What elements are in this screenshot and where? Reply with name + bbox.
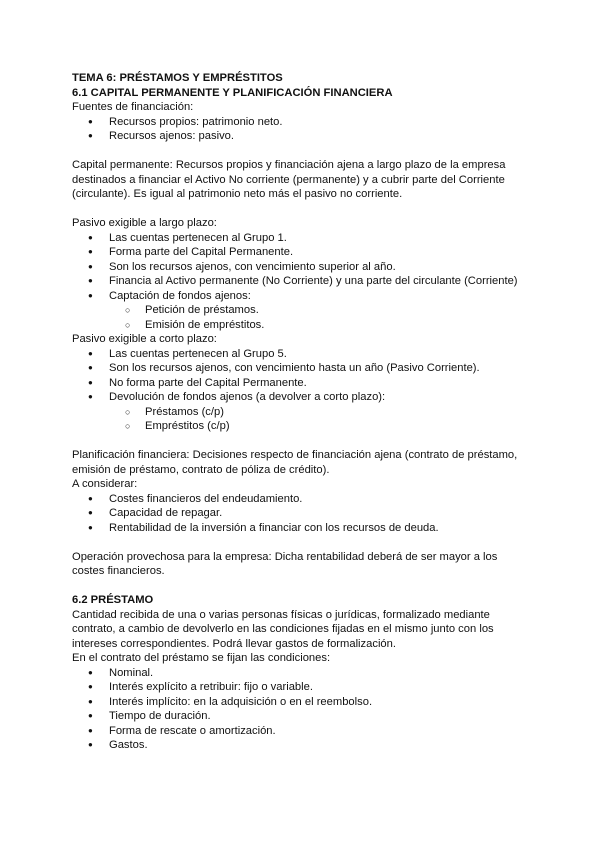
sub-list-item: ○ Petición de préstamos. [72,303,532,318]
list-item: ● Forma de rescate o amortización. [72,724,532,739]
list-item: ● Rentabilidad de la inversión a financiar con los recursos de deuda. [72,521,532,536]
considerar-label: A considerar: [72,478,138,490]
capital-permanente-paragraph [72,158,532,202]
paragraph-line: destinados a financiar el Activo No corriente (permanente) y a cubrir parte del Corriente [72,173,505,186]
list-item: ● Gastos. [72,738,532,753]
contrato-label: En el contrato del préstamo se fijan las condiciones: [72,652,331,664]
pasivo-largo-sublist [72,303,532,332]
pasivo-corto-label: Pasivo exigible a corto plazo: [72,333,217,345]
list-item: ● Capacidad de repagar. [72,506,532,521]
considerar-list [72,492,532,536]
section-6-2-heading: 6.2 PRÉSTAMO [72,594,154,606]
fuentes-list [72,115,532,144]
contrato-list [72,666,532,753]
pasivo-largo-list [72,231,532,304]
list-item: ● Devolución de fondos ajenos (a devolver a corto plazo): [72,390,532,405]
sub-list-item: ○ Préstamos (c/p) [72,405,532,420]
operacion-paragraph [72,550,532,579]
list-item: ● Interés implícito: en la adquisición o en el reembolso. [72,695,532,710]
prestamo-definition-paragraph [72,608,532,652]
list-item: ● Las cuentas pertenecen al Grupo 5. [72,347,532,362]
planificacion-paragraph [72,448,532,477]
document-page [72,71,532,753]
list-item: ● Son los recursos ajenos, con vencimiento superior al año. [72,260,532,275]
list-item: ● Captación de fondos ajenos: [72,289,532,304]
fuentes-label: Fuentes de financiación: [72,101,194,113]
paragraph-line: Operación provechosa para la empresa: Dicha rentabilidad deberá de ser mayor a los [72,550,498,563]
paragraph-line: Capital permanente: Recursos propios y financiación ajena a largo plazo de la empresa [72,159,506,171]
list-item: ● Forma parte del Capital Permanente. [72,245,532,260]
list-item: ● No forma parte del Capital Permanente. [72,376,532,391]
paragraph-line: emisión de préstamo, contrato de póliza de crédito). [72,463,330,476]
list-item: ● Interés explícito a retribuir: fijo o variable. [72,680,532,695]
tema-title: TEMA 6: PRÉSTAMOS Y EMPRÉSTITOS [72,72,283,84]
pasivo-corto-list [72,347,532,405]
paragraph-line: Cantidad recibida de una o varias personas físicas o jurídicas, formalizado mediante [72,608,490,621]
paragraph-line: contrato, a cambio de devolverlo en las condiciones fijadas en el mismo junto con los [72,623,494,635]
list-item: ● Las cuentas pertenecen al Grupo 1. [72,231,532,246]
list-item: ● Recursos propios: patrimonio neto. [72,115,532,130]
paragraph-line: (circulante). Es igual al patrimonio neto más el pasivo no corriente. [72,188,403,200]
section-6-1-heading: 6.1 CAPITAL PERMANENTE Y PLANIFICACIÓN FINANCIERA [72,86,393,99]
list-item: ● Son los recursos ajenos, con vencimiento hasta un año (Pasivo Corriente). [72,361,532,376]
pasivo-corto-sublist [72,405,532,434]
list-item: ● Recursos ajenos: pasivo. [72,129,532,144]
paragraph-line: costes financieros. [72,565,165,577]
paragraph-line: Planificación financiera: Decisiones respecto de financiación ajena (contrato de préstamo, [72,449,518,461]
list-item: ● Nominal. [72,666,532,681]
list-item: ● Costes financieros del endeudamiento. [72,492,532,507]
sub-list-item: ○ Empréstitos (c/p) [72,419,532,434]
list-item: ● Financia al Activo permanente (No Corriente) y una parte del circulante (Corriente) [72,274,532,289]
paragraph-line: intereses correspondientes. Podrá llevar gastos de formalización. [72,637,396,650]
list-item: ● Tiempo de duración. [72,709,532,724]
sub-list-item: ○ Emisión de empréstitos. [72,318,532,333]
pasivo-largo-label: Pasivo exigible a largo plazo: [72,217,217,229]
